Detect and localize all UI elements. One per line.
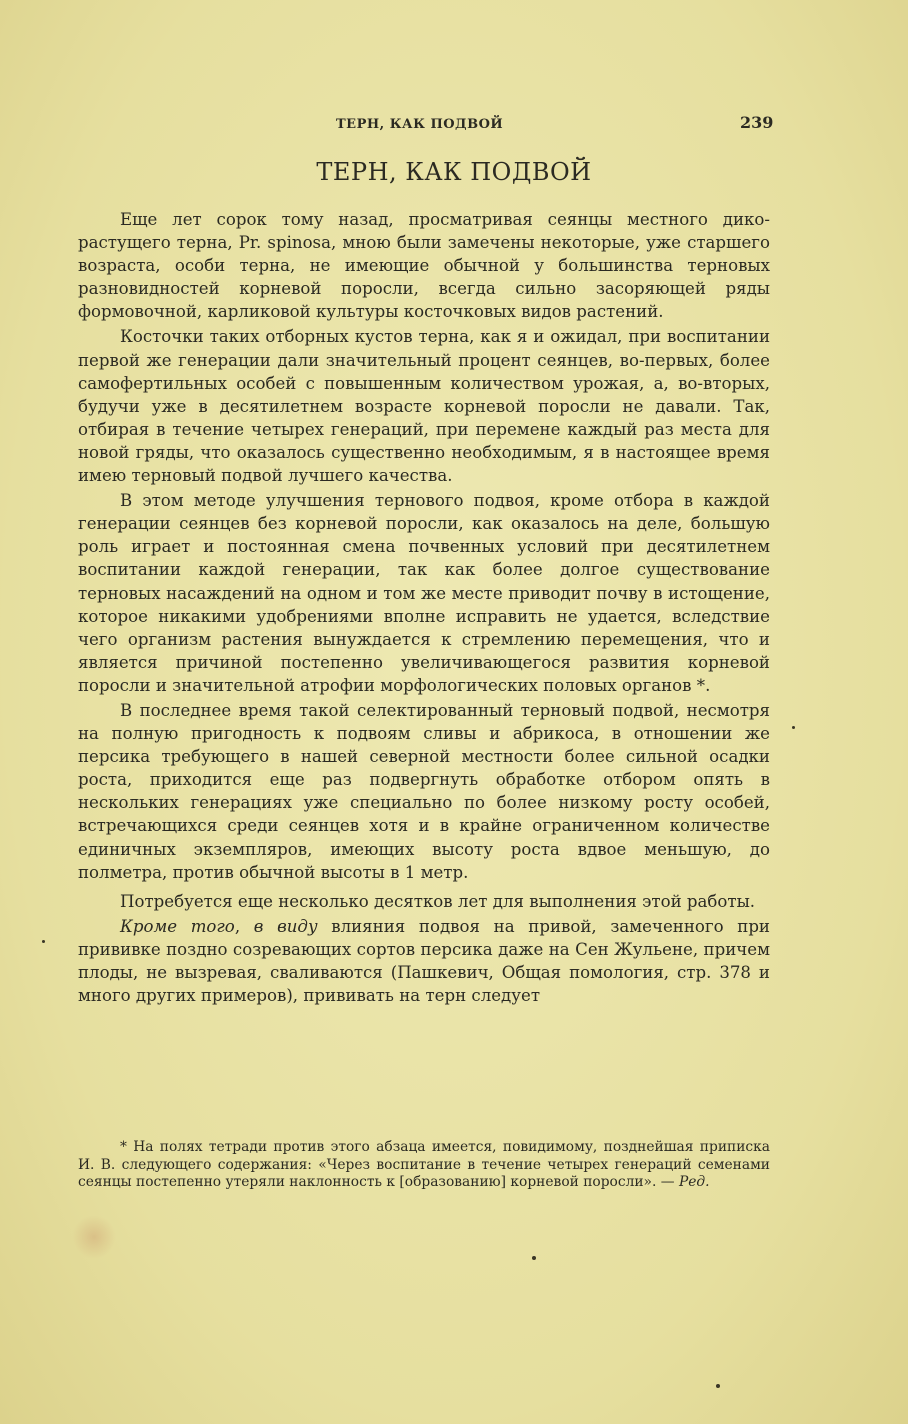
footnote-text: * На полях тетради против этого абзаца имеется, повидимому, позднейшая приписка И. В. следующего содержания: «Через воспитание в течение четырех генераций семенами сеянцы постепенно утеряли наклонность к [образованию] корневой поросли». — xyxy=(78,1139,770,1191)
paragraph-6 xyxy=(78,915,770,1007)
ink-speck xyxy=(532,1256,536,1260)
italic-lead-1: Кроме того xyxy=(120,916,235,936)
italic-lead-2: в виду xyxy=(253,916,318,936)
paragraph-1: Еще лет сорок тому назад, просматривая сеянцы местного дикорастущего терна, Pr. spinosa, мною были замечены некоторые, уже старшего возраста, особи терна, не имеющие обычной у большинства терновых разновидностей корневой поросли, всегда сильно засоряющей ряды формовочной, карликовой культуры косточковых видов растений. xyxy=(78,210,770,322)
running-title: ТЕРН, КАК ПОДВОЙ xyxy=(336,117,504,132)
separator: , xyxy=(234,916,254,936)
paragraph-2: Косточки таких отборных кустов терна, как я и ожидал, при воспитании первой же генерации дали значительный процент сеянцев, во-первых, более самофертильных особей с повышенным количеством урожая, а, во-вторых, будучи уже в десятилетнем возрасте корневой поросли не давали. Так, отбирая в течение четырех генераций, при перемене каждый раз места для новой гряды, что оказалось существенно необходимым, я в настоящее время имею терновый подвой лучшего качества. xyxy=(78,327,770,486)
footnote-content xyxy=(78,1139,770,1192)
paragraph-6-text: влияния подвоя на привой, замеченного при прививке поздно созревающих сортов персика даже на Сен Жульене, причем плоды, не вызревая, сваливаются (Пашкевич, Общая помология, стр. 378 и много других примеров), прививать на терн следует xyxy=(78,916,770,1006)
ink-speck xyxy=(716,1384,720,1388)
article-title: ТЕРН, КАК ПОДВОЙ xyxy=(316,158,592,186)
paragraph-4: В последнее время такой селектированный терновый подвой, несмотря на полную пригодность к подвоям сливы и абрикоса, в отношении же персика требующего в нашей северной местности более сильной осадки роста, приходится еще раз подвергнуть обработке отбором опять в нескольких генерациях уже специально по более низкому росту особей, встречающихся среди сеянцев хотя и в крайне ограниченном количестве единичных экземпляров, имеющих высоту роста вдвое меньшую, до полметра, против обычной высоты в 1 метр. xyxy=(78,700,770,882)
paper-stain xyxy=(72,1215,116,1259)
editor-mark: Ред. xyxy=(678,1174,710,1191)
ink-speck xyxy=(42,940,45,943)
page-number: 239 xyxy=(740,113,774,132)
article-body xyxy=(78,208,770,1009)
ink-speck xyxy=(792,726,795,729)
footnote xyxy=(78,1139,770,1192)
paragraph-3: В этом методе улучшения тернового подвоя, кроме отбора в каждой генерации сеянцев без корневой поросли, как оказалось на деле, большую роль играет и постоянная смена почвенных условий при десятилетнем воспитании каждой генерации, так как более долгое существование терновых насаждений на одном и том же месте приводит почву в истощение, которое никакими удобрениями вполне исправить не удается, вследствие чего организм растения вынуждается к стремлению перемещения, что и является причиной постепенно увеличивающегося развития корневой поросли и значительной атрофии морфологических половых органов *. xyxy=(78,491,770,695)
paragraph-5: Потребуется еще несколько десятков лет для выполнения этой работы. xyxy=(120,891,756,911)
